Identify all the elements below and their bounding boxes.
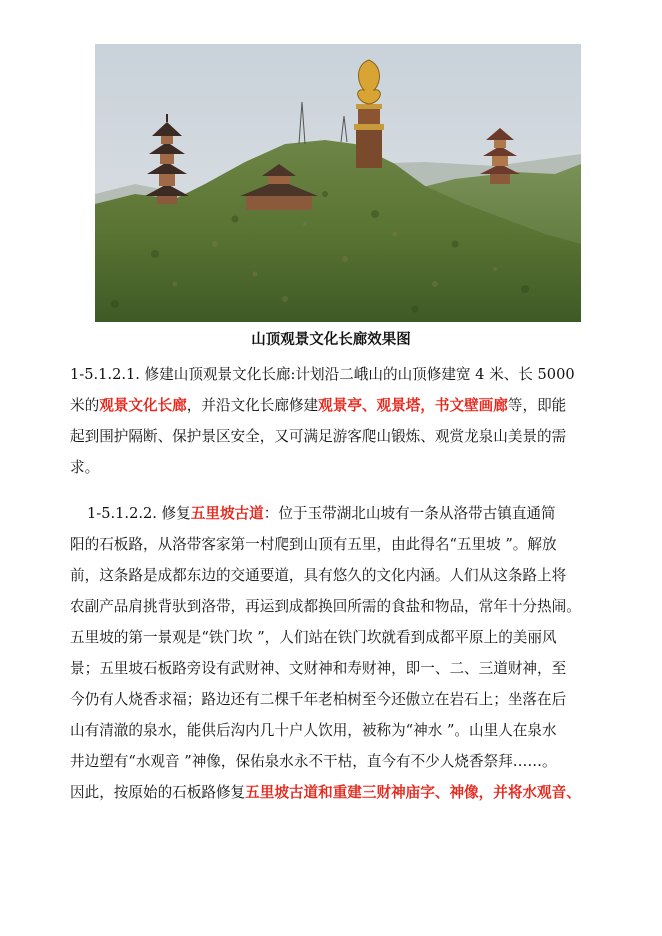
text-segment: 1-5.1.2.2. 修复 [87, 505, 191, 522]
text-line [70, 529, 606, 560]
text-segment: 农副产品肩挑背驮到洛带，再运到成都换回所需的食盐和物品，常年十分热闹。 [70, 598, 581, 615]
text-segment: 米的 [70, 397, 100, 414]
text-segment: 山有清澈的泉水，能供后沟内几十户人饮用，被称为“神水 ”。山里人在泉水 [70, 722, 557, 739]
text-segment: 起到围护隔断、保护景区安全，又可满足游客爬山锻炼、观赏龙泉山美景的需 [70, 428, 567, 445]
text-segment: 井边塑有“水观音 ”神像，保佑泉水永不干枯，直今有不少人烧香祭拜……。 [70, 753, 557, 770]
text-line [70, 622, 606, 653]
text-line [70, 653, 606, 684]
text-line [70, 452, 606, 483]
paragraph-1-5-1-2-1 [70, 359, 606, 483]
landscape-illustration [95, 44, 581, 322]
text-line [70, 390, 606, 421]
text-segment: 因此，按原始的石板路修复 [70, 784, 246, 801]
text-line [70, 359, 606, 390]
text-segment: 今仍有人烧香求福；路边还有二棵千年老柏树至今还傲立在岩石上；坐落在后 [70, 691, 567, 708]
text-line [70, 591, 606, 622]
highlight-restoration: 五里坡古道和重建三财神庙字、神像，并将水观音、 [245, 784, 581, 801]
text-line [70, 777, 606, 808]
text-line [70, 684, 606, 715]
text-segment: ，并沿文化长廊修建 [186, 397, 319, 414]
hilltop-corridor-photo [95, 44, 581, 322]
text-line [70, 421, 606, 452]
text-line [70, 560, 606, 591]
text-segment: ：位于玉带湖北山坡有一条从洛带古镇直通简 [263, 505, 556, 522]
highlight-corridor: 观景文化长廊 [99, 397, 187, 414]
text-segment: 五里坡的第一景观是“铁门坎 ”，人们站在铁门坎就看到成都平原上的美丽风 [70, 629, 557, 646]
text-segment: 前，这条路是成都东边的交通要道，具有悠久的文化内涵。人们从这条路上将 [70, 567, 567, 584]
paragraph-1-5-1-2-2 [70, 498, 606, 808]
text-segment: 等，即能 [507, 397, 567, 414]
highlight-ancient-road: 五里坡古道 [190, 505, 264, 522]
text-segment: 景；五里坡石板路旁设有武财神、文财神和寿财神，即一、二、三道财神，至 [70, 660, 567, 677]
text-line [70, 715, 606, 746]
text-segment: 1-5.1.2.1. 修建山顶观景文化长廊:计划沿二峨山的山顶修建宽 4 米、长 5000 [70, 366, 575, 383]
image-caption: 山顶观景文化长廊效果图 [251, 332, 411, 348]
text-line [70, 498, 606, 529]
highlight-pavilions: 观景亭、观景塔，书文壁画廊 [318, 397, 508, 414]
golden-dragon-tower [354, 60, 384, 168]
text-segment: 求。 [70, 459, 100, 476]
text-line [70, 746, 606, 777]
text-segment: 阳的石板路，从洛带客家第一村爬到山顶有五里，由此得名“五里坡 ”。解放 [70, 536, 557, 553]
